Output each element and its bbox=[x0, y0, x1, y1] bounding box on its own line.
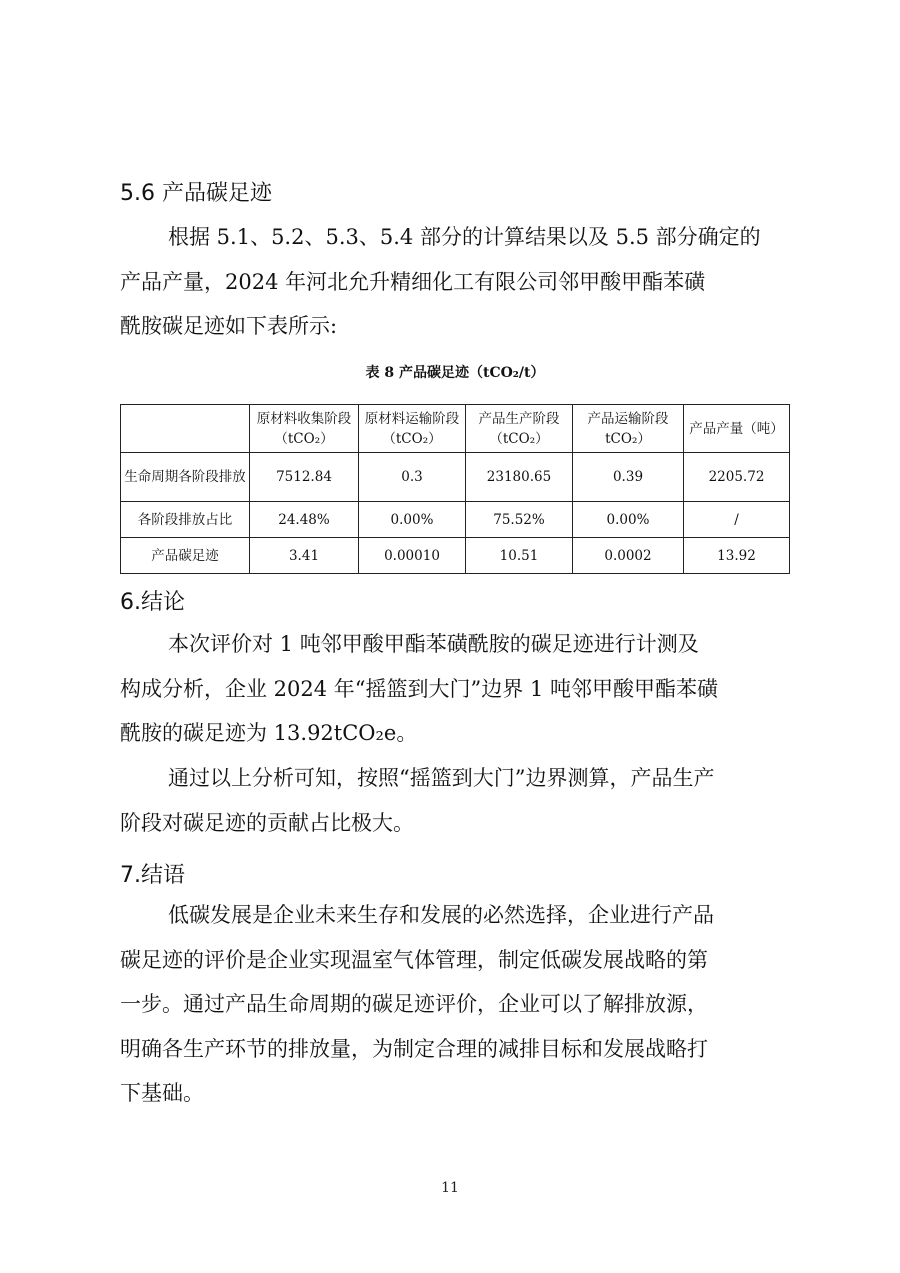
table-cell: 3.41 bbox=[250, 538, 359, 574]
table-cell: 0.00% bbox=[359, 502, 466, 538]
paragraph-5-6 bbox=[120, 215, 786, 349]
table-header-cell: 产品产量（吨） bbox=[684, 405, 790, 453]
section-heading-6: 6.结论 bbox=[120, 590, 185, 615]
paragraph-line: 碳足迹的评价是企业实现温室气体管理，制定低碳发展战略的第 bbox=[120, 947, 708, 972]
page-number: 11 bbox=[441, 1180, 459, 1196]
section-heading-7: 7.结语 bbox=[120, 863, 185, 888]
table-row bbox=[121, 538, 790, 574]
table-cell: 0.0002 bbox=[573, 538, 684, 574]
paragraph-6-1 bbox=[120, 622, 786, 756]
paragraph-line: 酰胺碳足迹如下表所示: bbox=[120, 314, 338, 338]
table-cell: 0.3 bbox=[359, 453, 466, 502]
table-header-cell: 产品运输阶段 tCO₂） bbox=[573, 405, 684, 453]
table-cell: / bbox=[684, 502, 790, 538]
paragraph-6-2 bbox=[120, 756, 786, 845]
carbon-footprint-table bbox=[120, 404, 790, 574]
paragraph-line: 根据 5.1、5.2、5.3、5.4 部分的计算结果以及 5.5 部分确定的 bbox=[168, 225, 761, 249]
table-cell: 75.52% bbox=[466, 502, 573, 538]
paragraph-line: 构成分析，企业 2024 年“摇篮到大门”边界 1 吨邻甲酸甲酯苯磺 bbox=[120, 676, 718, 701]
paragraph-7 bbox=[120, 893, 786, 1116]
paragraph-line: 本次评价对 1 吨邻甲酸甲酯苯磺酰胺的碳足迹进行计测及 bbox=[168, 632, 699, 656]
table-row bbox=[121, 502, 790, 538]
table-cell: 7512.84 bbox=[250, 453, 359, 502]
paragraph-line: 通过以上分析可知，按照“摇篮到大门”边界测算，产品生产 bbox=[168, 766, 715, 790]
paragraph-line: 酰胺的碳足迹为 13.92tCO₂e。 bbox=[120, 721, 418, 745]
table-cell: 24.48% bbox=[250, 502, 359, 538]
table-cell: 2205.72 bbox=[684, 453, 790, 502]
table-row bbox=[121, 453, 790, 502]
table-cell: 10.51 bbox=[466, 538, 573, 574]
table-cell: 0.00010 bbox=[359, 538, 466, 574]
paragraph-line: 一步。通过产品生命周期的碳足迹评价，企业可以了解排放源， bbox=[120, 992, 708, 1016]
row-label: 各阶段排放占比 bbox=[121, 502, 250, 538]
row-label: 产品碳足迹 bbox=[121, 538, 250, 574]
paragraph-line: 低碳发展是企业未来生存和发展的必然选择，企业进行产品 bbox=[168, 903, 714, 927]
paragraph-line: 明确各生产环节的排放量，为制定合理的减排目标和发展战略打 bbox=[120, 1036, 708, 1061]
table-header-cell: 产品生产阶段（tCO₂） bbox=[466, 405, 573, 453]
table-caption: 表 8 产品碳足迹（tCO₂/t） bbox=[365, 365, 545, 381]
section-heading-5-6: 5.6 产品碳足迹 bbox=[120, 181, 272, 206]
paragraph-line: 阶段对碳足迹的贡献占比极大。 bbox=[120, 810, 414, 835]
table-header-row bbox=[121, 405, 790, 453]
table-cell: 0.00% bbox=[573, 502, 684, 538]
table-header-cell bbox=[121, 405, 250, 453]
table-header-cell: 原材料收集阶段（tCO₂） bbox=[250, 405, 359, 453]
paragraph-line: 下基础。 bbox=[120, 1081, 204, 1105]
table-header-cell: 原材料运输阶段（tCO₂） bbox=[359, 405, 466, 453]
paragraph-line: 产品产量，2024 年河北允升精细化工有限公司邻甲酸甲酯苯磺 bbox=[120, 269, 706, 294]
table-cell: 13.92 bbox=[684, 538, 790, 574]
table-cell: 0.39 bbox=[573, 453, 684, 502]
table-cell: 23180.65 bbox=[466, 453, 573, 502]
row-label: 生命周期各阶段排放 bbox=[121, 453, 250, 502]
